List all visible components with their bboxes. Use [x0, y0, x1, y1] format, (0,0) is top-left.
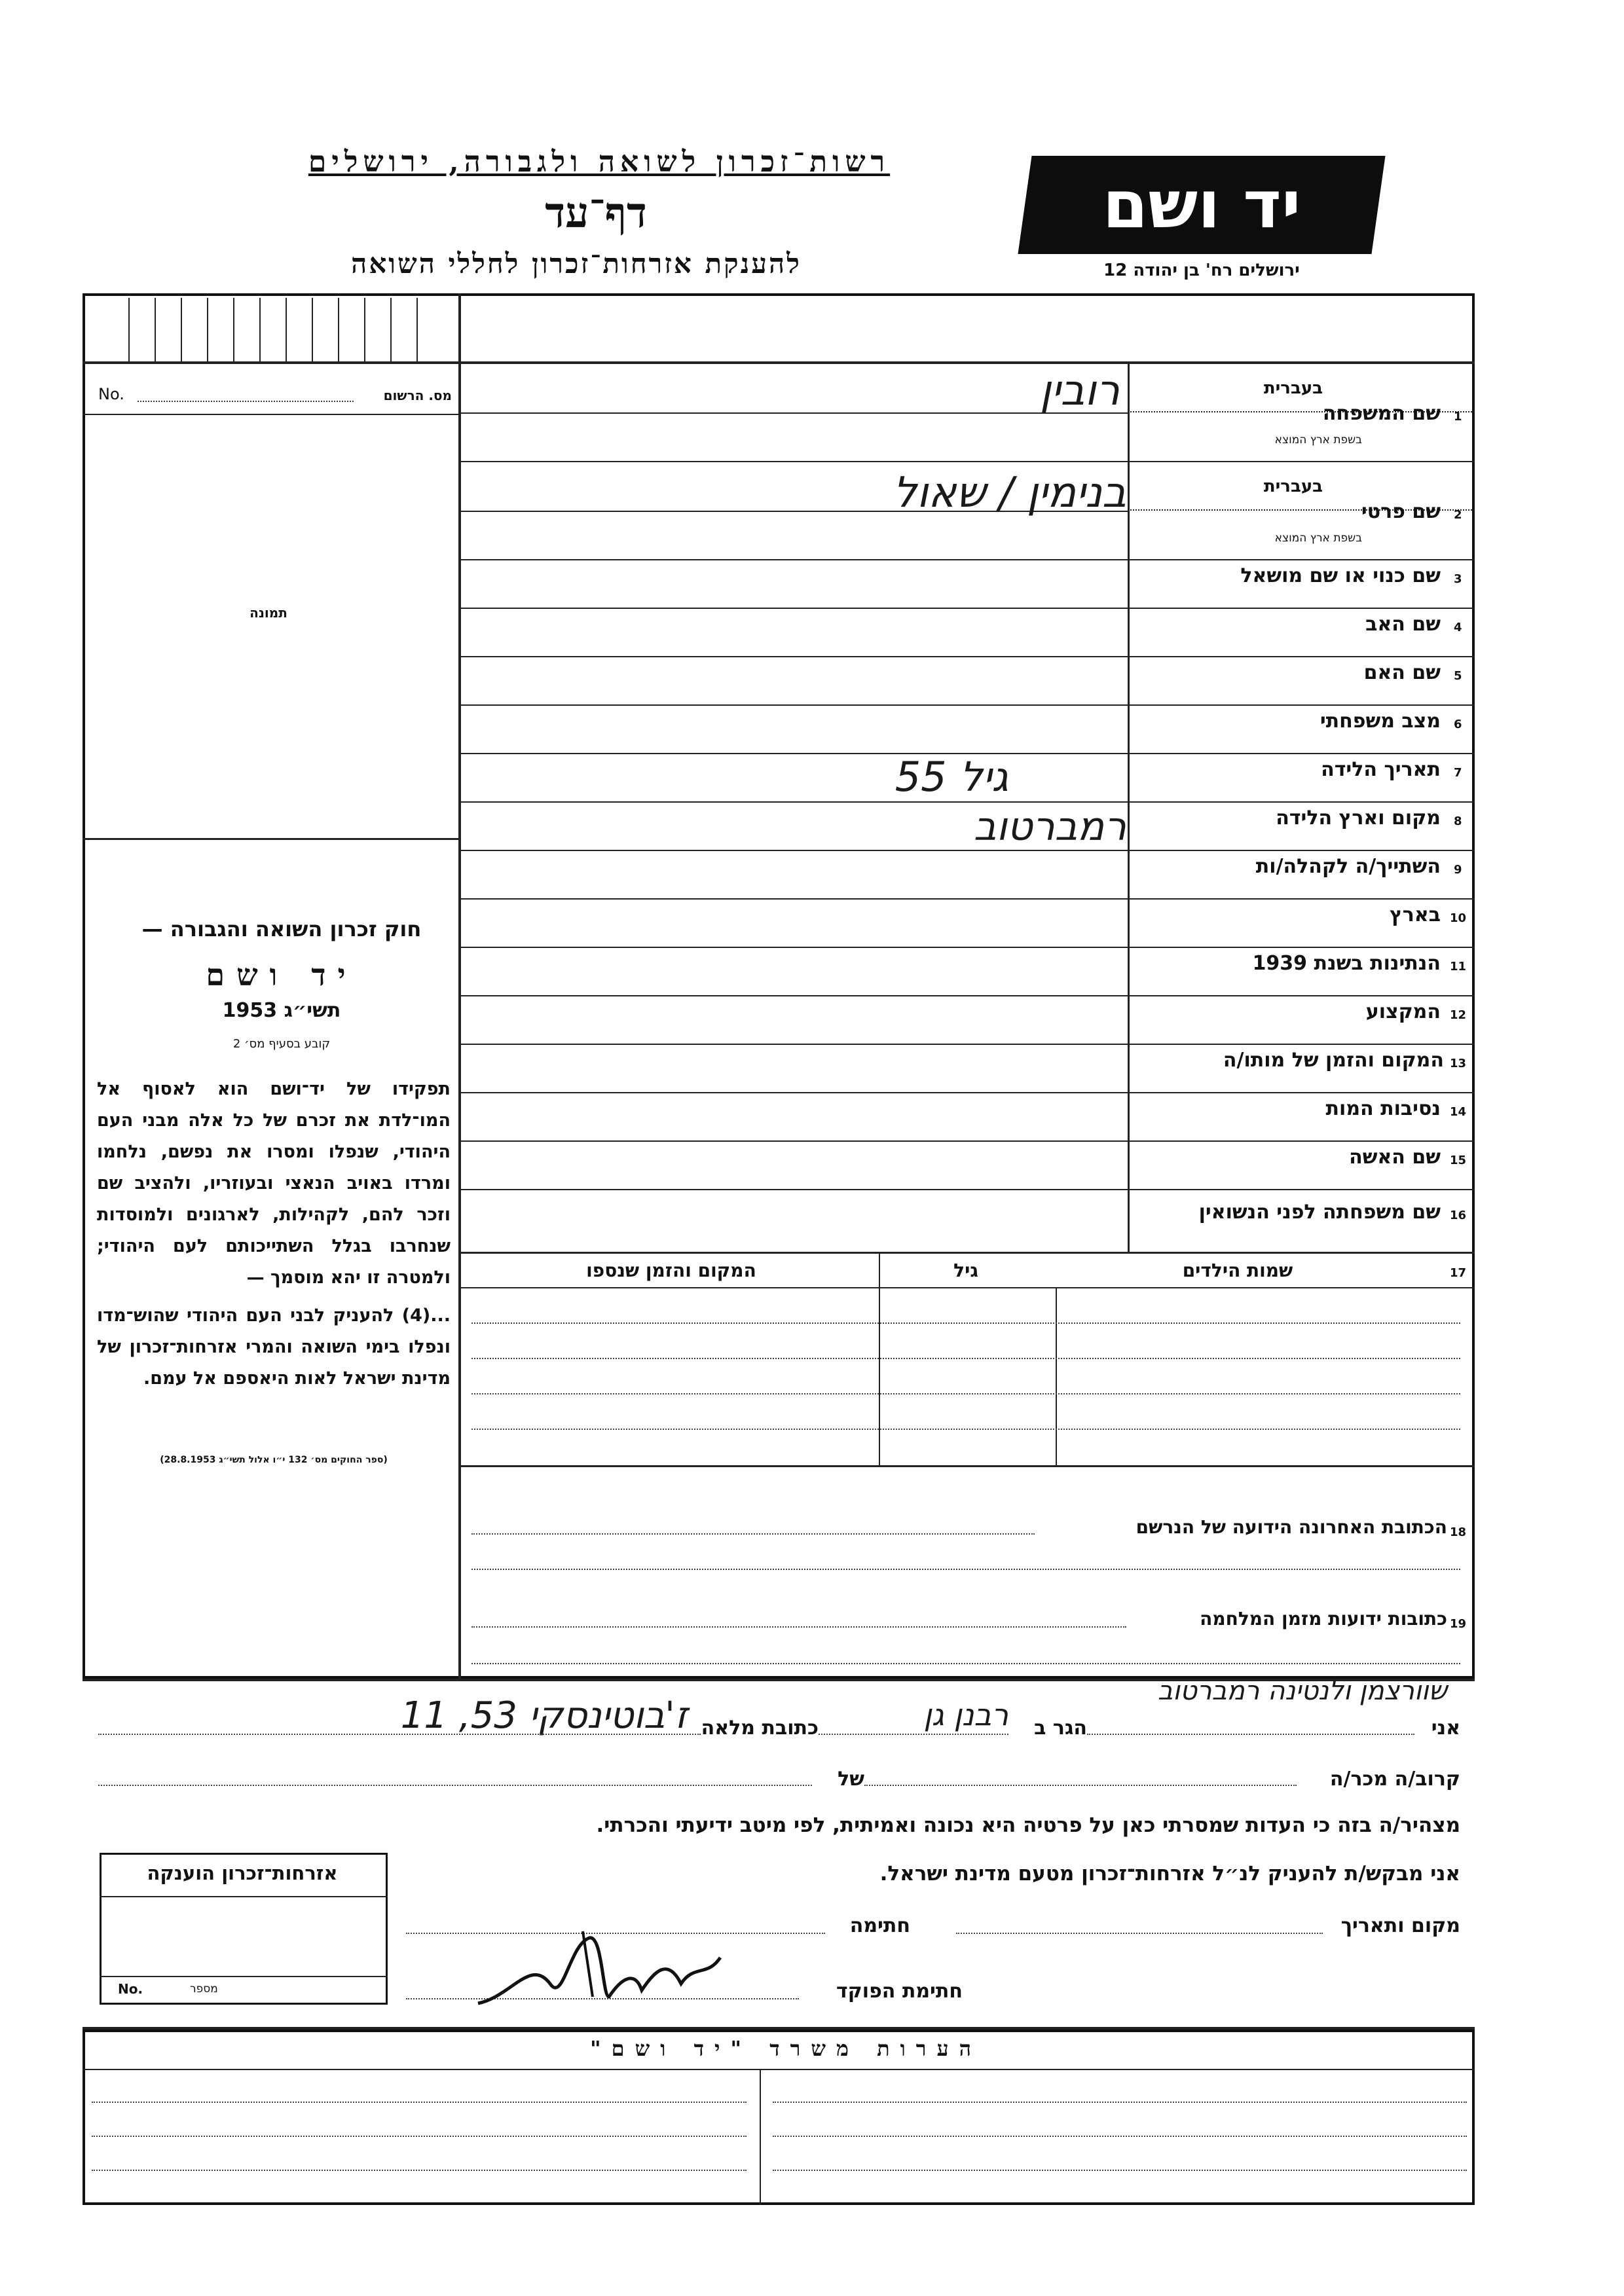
- children-col-names: שמות הילדים: [1182, 1260, 1293, 1281]
- decl-statement: מצהיר/ה בזה כי העדות שמסרתי כאן על פרטיה היא נכונה ואמיתית, לפי מיטב ידיעתי והכרתי.: [596, 1813, 1460, 1837]
- field-14-label: נסיבות המות: [1325, 1097, 1441, 1120]
- field-3-label: שם כנוי או שם מושאל: [1240, 564, 1441, 587]
- decl-city-handwritten: רבנן גן: [923, 1697, 1008, 1732]
- field-11-label: הנתינות בשנת 1939: [1252, 952, 1441, 975]
- decl-signature-label: חתימה: [849, 1914, 910, 1937]
- field-16-number: 16: [1450, 1209, 1467, 1222]
- field-2-label: שם פרטי: [1361, 500, 1441, 523]
- law-clause-4: ...(4) להעניק לבני העם היהודי שהוש־מדו ונפלו בימי השואה והמרי אזרחות־זכרון של מדינת ישראל לאות היאספם אל עמם.: [97, 1305, 451, 1389]
- decl-official-signature-label: חתימת הפוקד: [836, 1980, 963, 2003]
- office-notes-title: הערות משרד "יד ושם": [589, 2036, 982, 2061]
- law-heading: חוק זכרון השואה והגבורה —: [141, 917, 422, 941]
- form-subtitle: להענקת אזרחות־זכרון לחללי השואה: [351, 247, 802, 280]
- decl-request: אני מבקש/ת להעניק לנ״ל אזרחות־זכרון מטעם מדינת ישראל.: [879, 1862, 1460, 1886]
- field-13-label: המקום והזמן של מותו/ה: [1223, 1049, 1444, 1072]
- grant-box-number-label: מספר: [190, 1982, 218, 1995]
- field-7-label: תאריך הלידה: [1321, 758, 1441, 781]
- decl-address-handwritten: ז'בוטינסקי 53, 11: [400, 1694, 688, 1737]
- decl-of-label: של: [838, 1768, 864, 1791]
- photo-label: תמונה: [249, 605, 287, 621]
- field-8-value-handwritten: רמברטוב: [973, 804, 1126, 850]
- header-address: ירושלים רח' בן יהודה 12: [1103, 261, 1300, 280]
- decl-relative-label: קרוב/ה מכר/ה: [1329, 1768, 1460, 1791]
- field-9-number: 9: [1454, 863, 1462, 877]
- registry-reg-label: מס. הרשום: [383, 388, 452, 403]
- field-19-label: כתובות ידועות מזמן המלחמה: [1200, 1608, 1447, 1630]
- grant-box-no-label: No.: [118, 1981, 143, 1997]
- field-13-number: 13: [1450, 1057, 1467, 1070]
- field-4-number: 4: [1454, 621, 1462, 634]
- field-18-number: 18: [1450, 1525, 1467, 1539]
- field-17-number: 17: [1450, 1266, 1467, 1280]
- decl-address-label: כתובת מלאה: [701, 1717, 819, 1740]
- field-1-origin-label: בשפת ארץ המוצא: [1274, 433, 1362, 446]
- field-5-label: שם האם: [1363, 661, 1441, 684]
- authority-line: רשות־זכרון לשואה ולגבורה, ירושלים: [308, 145, 891, 179]
- field-1-value-handwritten: רובין: [1039, 367, 1120, 415]
- field-2-hebrew-label: בעברית: [1263, 477, 1323, 496]
- field-15-number: 15: [1450, 1154, 1467, 1167]
- decl-name-handwritten: שוורצמן ולנטינה רמברטוב: [1157, 1676, 1447, 1706]
- field-5-number: 5: [1454, 669, 1462, 683]
- law-body: תפקידו של יד־ושם הוא לאסוף אל המו־לדת את זכרם של כל אלה מבני העם היהודי, שנפלו ומסרו את נפשם, נלחמו ומרדו באויב הנאצי ובעוזריו, ולהציב שם וזכר להם, לקהילות, לארגונים ולמוסדות שנחרבו בגלל השתייכותם לעם היהודי; ולמטרה זו יהא מוסמך —: [97, 1079, 451, 1288]
- form-title: דף־עד: [545, 189, 647, 238]
- field-9-label: השתייך/ה לקהלה/ות: [1255, 855, 1441, 878]
- field-14-number: 14: [1450, 1105, 1467, 1119]
- field-7-number: 7: [1454, 766, 1462, 780]
- field-2-origin-label: בשפת ארץ המוצא: [1274, 532, 1362, 545]
- field-2-value-handwritten: בנימין / שאול: [893, 469, 1126, 517]
- field-8-number: 8: [1454, 814, 1462, 828]
- field-8-label: מקום וארץ הלידה: [1276, 807, 1441, 829]
- field-1-number: 1: [1454, 410, 1462, 424]
- children-col-age: גיל: [953, 1260, 978, 1281]
- law-name: יד ושם: [206, 957, 358, 993]
- field-11-number: 11: [1450, 960, 1467, 974]
- field-10-label: בארץ: [1389, 903, 1441, 926]
- children-col-place: המקום והזמן שנספו: [586, 1260, 756, 1281]
- field-15-label: שם האשה: [1349, 1146, 1441, 1169]
- field-19-number: 19: [1450, 1617, 1467, 1631]
- field-3-number: 3: [1454, 572, 1462, 586]
- field-2-number: 2: [1454, 508, 1462, 522]
- field-1-label: שם המשפחה: [1322, 402, 1441, 425]
- logo-text: יד ושם: [1102, 166, 1301, 243]
- field-6-label: מצב משפחתי: [1320, 710, 1441, 733]
- field-1-hebrew-label: בעברית: [1263, 378, 1323, 398]
- grant-box-title: אזרחות־זכרון הוענקה: [147, 1862, 338, 1884]
- yad-vashem-logo: [1018, 156, 1385, 254]
- field-4-label: שם האב: [1365, 613, 1441, 636]
- decl-resides-label: הגר ב: [1034, 1717, 1087, 1740]
- field-7-value-handwritten: גיל 55: [895, 753, 1008, 801]
- field-18-label: הכתובת האחרונה הידועה של הנרשם: [1135, 1516, 1447, 1538]
- decl-ani-label: אני: [1431, 1717, 1460, 1740]
- official-signature: [471, 1918, 747, 2016]
- field-12-number: 12: [1450, 1008, 1467, 1022]
- field-16-label: שם משפחתה לפני הנשואין: [1198, 1201, 1441, 1224]
- law-citation: (ספר החוקים מס׳ 132 י״ו אלול תשי״ג 28.8.1953): [160, 1455, 388, 1465]
- field-12-label: המקצוע: [1365, 1000, 1441, 1023]
- field-10-number: 10: [1450, 911, 1467, 925]
- registry-no-label: No.: [98, 385, 124, 403]
- decl-place-date-label: מקום ותאריך: [1340, 1914, 1460, 1937]
- law-clause: קובע בסעיף מס׳ 2: [232, 1037, 331, 1051]
- field-6-number: 6: [1454, 718, 1462, 731]
- law-year: תשי״ג 1953: [222, 999, 341, 1022]
